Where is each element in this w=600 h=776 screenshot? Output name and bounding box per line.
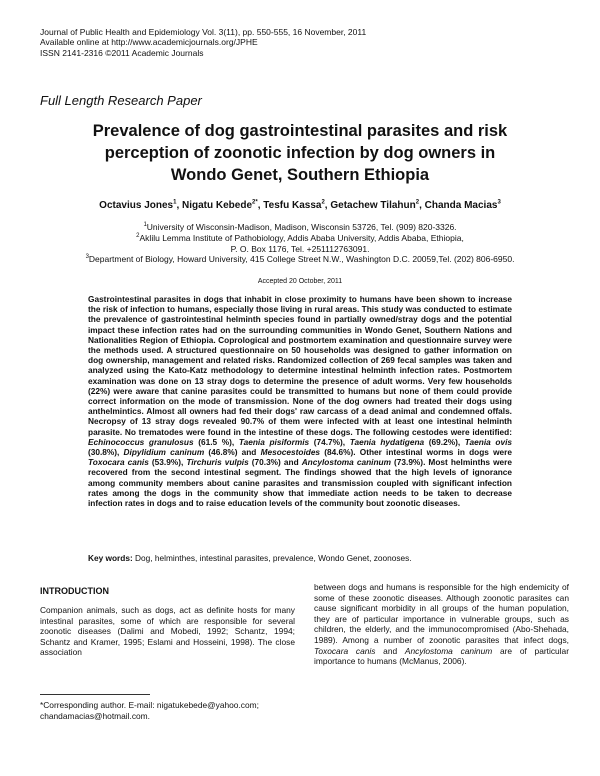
keywords-label: Key words: [88,553,133,563]
species-name: Tirchuris vulpis [186,457,249,468]
species-name: Toxocara canis [88,457,149,468]
paper-title [40,120,560,186]
title-line-3: Wondo Genet, Southern Ethiopia [170,166,430,184]
species-name: Ancylostoma caninum [404,645,493,656]
author-affiliation-mark: 2 [415,199,420,206]
author-affiliation-mark: 1 [173,199,177,206]
journal-issn: ISSN 2141-2316 ©2011 Academic Journals [40,47,204,58]
author-name: Getachew Tilahun [330,200,416,211]
affiliation-3: $^3$Department of Biology, Howard University, 415 College Street N.W., Washington D.C. 20059,Tel. (202) 806-6950. [85,254,515,265]
author-affiliation-mark: 3 [497,199,501,206]
footnote-divider [40,694,150,695]
journal-header [40,27,366,58]
author-name: Tesfu Kassa [263,200,322,211]
author-affiliation-mark: 2 [321,199,325,206]
journal-url: Available online at http://www.academicjournals.org/JPHE [40,37,258,48]
affiliations [40,222,560,265]
species-name: Taenia ovis [464,436,512,447]
introduction-left-column: Companion animals, such as dogs, act as definite hosts for many intestinal parasites, some of which are responsible for several zoonotic diseases (Dalimi and Mobedi, 1992; Schantz, 1994; Schantz and Kramer, 1995; Eslami and Hosseini, 1998). The close association [40,605,295,658]
author-list: Octavius Jones$^1$, Nigatu Kebede$^{2*}$, Tesfu Kassa$^2$, Getachew Tilahun$^2$, Chanda Macias$^3$ [99,199,501,211]
species-name: Toxocara canis [314,645,376,656]
title-line-1: Prevalence of dog gastrointestinal parasites and risk [92,122,508,140]
species-name: Taenia pisiformis [238,436,310,447]
journal-citation: Journal of Public Health and Epidemiology Vol. 3(11), pp. 550-555, 16 November, 2011 [40,27,367,37]
species-name: Dipylidium caninum [123,447,205,458]
paper-type: Full Length Research Paper [40,93,202,108]
species-name: Ancylostoma caninum [301,457,391,468]
species-name: Taenia hydatigena [349,436,425,447]
affiliation-2-address: P. O. Box 1176, Tel. +251112763091. [230,243,370,254]
author-affiliation-mark: 2 [252,199,256,206]
accepted-date: Accepted 20 October, 2011 [257,278,343,285]
author-name: Nigatu Kebede [182,200,253,211]
keywords [88,553,512,563]
species-name: Echinococcus granulosus [88,436,194,447]
species-name: Mesocestoides [260,447,321,458]
affiliation-1: $^1$University of Wisconsin-Madison, Madison, Wisconsin 53726, Tel. (909) 820-3326. [143,222,457,232]
title-line-2: perception of zoonotic infection by dog owners in [104,144,496,162]
author-name: Octavius Jones [99,200,174,211]
section-heading-introduction: INTRODUCTION [40,586,109,596]
affiliation-2: $^2$Aklilu Lemma Institute of Pathobiology, Addis Ababa University, Addis Ababa, Ethiopia, [136,232,464,243]
introduction-right-column: between dogs and humans is responsible for the high endemicity of some of these zoonotic diseases. Although zoonotic parasites can cause significant morbidity in all groups of the human population, they are of particular importance in vulnerable groups, such as children, the elderly, and the immunocompromised (Abo-Shehada, 1989). Among a number of zoonotic parasites that infect dogs, Toxocara canis and Ancylostoma caninum are of particular importance to humans (McManus, 2006). [314,582,569,667]
corresponding-author-footnote: *Corresponding author. E-mail: nigatukebede@yahoo.com; chandamacias@hotmail.com. [40,700,259,721]
abstract: Gastrointestinal parasites in dogs that inhabit in close proximity to humans have been shown to increase the risk of infection to humans, especially those living in rural areas. This study was conducted to estimate the prevalence of gastrointestinal helminth species found in partially owned/stray dogs and the potential impact these infection rates had on the surrounding communities in Wondo Genet, Southern Nations and Nationalities Region of Ethiopia. Coprological and postmortem examination and questionnaire survey were the methods used. A structured questionnaire on 50 households was designed to gather information on dog ownership, management and related risks. Randomized collection of 269 fecal samples was taken and analyzed using the Kato-Katz methodology to determine intestinal helminth infection rates. Postmortem examination was done on 13 stray dogs to determine the presence of adult worms. Very few households (22%) were aware that canine parasites could be transmitted to humans but none of them could provide correct information on the mode of transmission. None of the dog owners had treated their dogs using anthelmintics. Almost all owners had fed their dogs' raw carcass of a dead animal and condemned offals. Necropsy of 13 stray dogs revealed 90.7% of them were infected with at least one intestinal helminth parasite. No trematodes were found in the intestine of these dogs. The following cestodes were identified: Echinococcus granulosus (61.5 %), Taenia pisiformis (74.7%), Taenia hydatigena (69.2%), Taenia ovis (30.8%), Dipylidium caninum (46.8%) and Mesocestoides (84.6%). Other intestinal worms in dogs were Toxocara canis (53.9%), Tirchuris vulpis (70.3%) and Ancylostoma caninum (73.9%). Most helminths were recovered from the second intestinal segment. The findings showed that the high levels of ignorance among community members about canine parasites and transmission coupled with significant infection rates among the dogs in the community show that immediate action needs to be taken to decrease infection rates in dogs and to raise education levels of the community bout zoonotic diseases. [88,294,512,509]
keywords-text: Dog, helminthes, intestinal parasites, prevalence, Wondo Genet, zoonoses. [132,553,412,563]
author-name: Chanda Macias [424,200,498,211]
